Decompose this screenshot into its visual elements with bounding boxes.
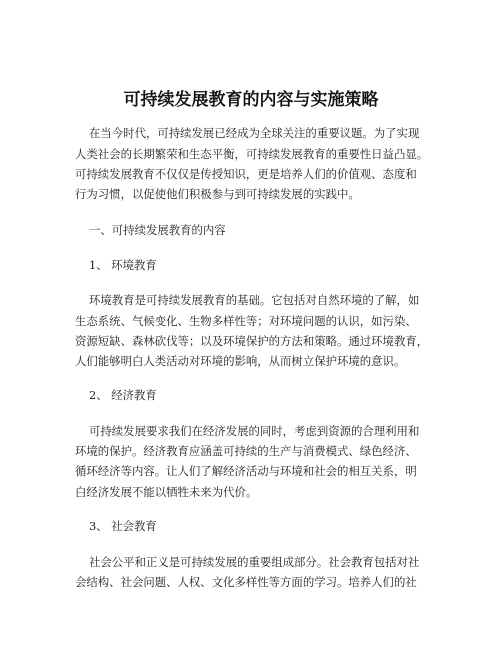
subsection-1-line-3: 资源短缺、森林砍伐等；以及环境保护的方法和策略。通过环境教育， bbox=[75, 334, 429, 348]
intro-line-3: 可持续发展教育不仅仅是传授知识，更是培养人们的价值观、态度和 bbox=[75, 167, 417, 181]
document-title: 可持续发展教育的内容与实施策略 bbox=[123, 90, 379, 110]
subsection-3-line-2: 会结构、社会问题、人权、文化多样性等方面的学习。培养人们的社 bbox=[75, 575, 417, 589]
subsection-3-heading: 3、 社会教育 bbox=[89, 519, 157, 533]
subsection-1-line-1: 环境教育是可持续发展教育的基础。它包括对自然环境的了解，如 bbox=[89, 293, 420, 307]
subsection-2-heading: 2、 经济教育 bbox=[89, 388, 157, 402]
subsection-2-line-2: 环境的保护。经济教育应涵盖可持续的生产与消费模式、绿色经济、 bbox=[75, 444, 417, 458]
subsection-1-heading: 1、 环境教育 bbox=[89, 258, 157, 272]
intro-line-4: 行为习惯，以促使他们积极参与到可持续发展的实践中。 bbox=[75, 187, 360, 201]
subsection-2-line-3: 循环经济等内容。让人们了解经济活动与环境和社会的相互关系，明 bbox=[75, 464, 417, 478]
intro-line-1: 在当今时代，可持续发展已经成为全球关注的重要议题。为了实现 bbox=[89, 126, 420, 140]
section-heading: 一、可持续发展教育的内容 bbox=[89, 223, 226, 237]
subsection-1-line-4: 人们能够明白人类活动对环境的影响，从而树立保护环境的意识。 bbox=[75, 354, 406, 368]
subsection-2-line-4: 白经济发展不能以牺牲未来为代价。 bbox=[75, 485, 258, 499]
subsection-2-line-1: 可持续发展要求我们在经济发展的同时，考虑到资源的合理利用和 bbox=[89, 424, 420, 438]
intro-line-2: 人类社会的长期繁荣和生态平衡，可持续发展教育的重要性日益凸显。 bbox=[75, 147, 429, 161]
subsection-3-line-1: 社会公平和正义是可持续发展的重要组成部分。社会教育包括对社 bbox=[89, 555, 420, 569]
subsection-1-line-2: 生态系统、气候变化、生物多样性等；对环境问题的认识，如污染、 bbox=[75, 314, 417, 328]
